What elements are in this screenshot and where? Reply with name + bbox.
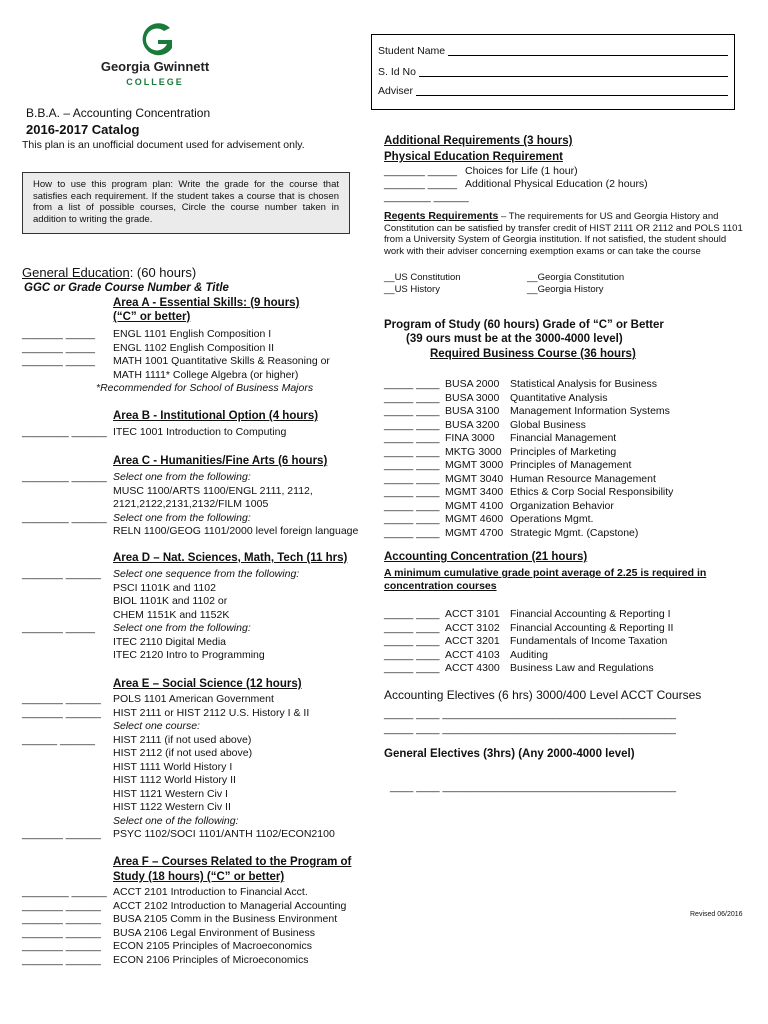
grade-blank[interactable]: _____ ____ xyxy=(384,648,440,661)
course-line: ITEC 2120 Intro to Programming xyxy=(113,649,265,661)
course-code: ACCT 4103 xyxy=(445,648,500,661)
acct-elective-line-1[interactable]: _____ ____ ________________________________________ xyxy=(384,708,676,720)
course-code: MGMT 3400 xyxy=(445,486,504,498)
course-line: ECON 2105 Principles of Macroeconomics xyxy=(113,940,312,952)
course-line: 2121,2122,2131,2132/FILM 1005 xyxy=(113,498,269,510)
course-title: Auditing xyxy=(510,648,548,661)
req-business-title: Required Business Course (36 hours) xyxy=(430,348,636,360)
grade-blank[interactable]: ________ ______ xyxy=(384,191,469,203)
area-a-title: Area A - Essential Skills: (9 hours) xyxy=(113,297,300,309)
grade-blank[interactable]: ________ ______ xyxy=(22,886,107,898)
ga-history: __Georgia History xyxy=(527,284,604,295)
course-line: ACCT 2102 Introduction to Managerial Accounting xyxy=(113,899,347,912)
grade-blank[interactable]: _____ ____ xyxy=(384,499,440,512)
grade-blank[interactable]: ________ ______ xyxy=(22,511,107,524)
course-line: BIOL 1101K and 1102 or xyxy=(113,595,228,607)
course-code: BUSA 3000 xyxy=(445,391,500,404)
course-title: Principles of Management xyxy=(510,459,632,471)
gen-electives-title: General Electives (3hrs) (Any 2000-4000 level) xyxy=(384,748,635,760)
course-line: HIST 1121 Western Civ I xyxy=(113,787,228,800)
course-line: BUSA 2105 Comm in the Business Environment xyxy=(113,913,338,925)
course-line: HIST 1111 World History I xyxy=(113,760,233,773)
gen-ed-heading: General Education: (60 hours) xyxy=(22,265,197,280)
grade-blank[interactable]: _____ ____ xyxy=(384,621,440,634)
grade-blank[interactable]: _______ ______ xyxy=(22,568,101,580)
course-code: MGMT 4100 xyxy=(445,499,504,512)
acct-elective-line-2[interactable]: _____ ____ ________________________________________ xyxy=(384,723,676,735)
course-line: PSCI 1101K and 1102 xyxy=(113,581,216,594)
grade-blank[interactable]: _______ _____ xyxy=(384,165,457,177)
student-id-field[interactable]: S. Id No xyxy=(378,66,728,78)
course-code: BUSA 2000 xyxy=(445,378,500,390)
course-title: Management Information Systems xyxy=(510,405,670,417)
grade-blank[interactable]: _______ ______ xyxy=(22,828,101,840)
us-constitution: __US Constitution xyxy=(384,272,461,283)
course-title: Business Law and Regulations xyxy=(510,662,654,674)
course-line: Select one from the following: xyxy=(113,471,251,483)
gen-elective-line[interactable]: ____ ____ ________________________________________ xyxy=(390,781,677,793)
course-title: Ethics & Corp Social Responsibility xyxy=(510,486,674,498)
area-e-title: Area E – Social Science (12 hours) xyxy=(113,678,302,690)
course-line: HIST 1122 Western Civ II xyxy=(113,801,231,813)
study-title: Program of Study (60 hours) Grade of “C” or Better xyxy=(384,319,664,331)
course-line: MUSC 1100/ARTS 1100/ENGL 2111, 2112, xyxy=(113,484,313,497)
course-line: Select one course: xyxy=(113,720,200,732)
ggc-g-icon xyxy=(130,22,180,58)
grade-blank[interactable]: _______ ______ xyxy=(22,706,101,719)
course-line: POLS 1101 American Government xyxy=(113,693,274,705)
grade-blank[interactable]: _______ _____ xyxy=(22,355,95,367)
grade-blank[interactable]: _____ ____ xyxy=(384,418,440,431)
catalog-year: 2016-2017 Catalog xyxy=(26,122,140,137)
grade-blank[interactable]: _______ _____ xyxy=(22,622,95,634)
area-a-note: *Recommended for School of Business Majors xyxy=(96,382,314,394)
acct-title: Accounting Concentration (21 hours) xyxy=(384,551,588,563)
course-title: Quantitative Analysis xyxy=(510,391,608,404)
grade-blank[interactable]: _______ ______ xyxy=(22,899,101,912)
course-line: ITEC 1001 Introduction to Computing xyxy=(113,426,287,438)
course-title: Financial Accounting & Reporting II xyxy=(510,621,674,634)
course-line: Select one sequence from the following: xyxy=(113,568,300,580)
us-history: __US History xyxy=(384,284,440,295)
course-code: MGMT 3040 xyxy=(445,472,504,485)
course-line: HIST 2111 (if not used above) xyxy=(113,733,252,746)
area-d-title: Area D – Nat. Sciences, Math, Tech (11 hrs) xyxy=(113,552,348,564)
course-code: ACCT 4300 xyxy=(445,662,500,674)
course-line: HIST 1112 World History II xyxy=(113,774,236,786)
course-title: Strategic Mgmt. (Capstone) xyxy=(510,526,639,539)
course-line: Select one from the following: xyxy=(113,511,251,524)
grade-blank[interactable]: ______ ______ xyxy=(22,733,95,746)
course-code: BUSA 3200 xyxy=(445,418,500,431)
grade-blank[interactable]: _____ ____ xyxy=(384,608,440,620)
course-title: Financial Management xyxy=(510,432,617,444)
grade-blank[interactable]: _____ ____ xyxy=(384,378,440,390)
student-name-field[interactable]: Student Name xyxy=(378,45,728,57)
course-line: ENGL 1102 English Composition II xyxy=(113,341,275,354)
grade-blank[interactable]: _____ ____ xyxy=(384,445,440,458)
course-title: Principles of Marketing xyxy=(510,445,617,458)
course-line: ECON 2106 Principles of Microeconomics xyxy=(113,953,309,966)
course-line: Additional Physical Education (2 hours) xyxy=(465,178,648,190)
course-code: MGMT 4700 xyxy=(445,526,504,539)
revised-date: Revised 06/2016 xyxy=(690,911,743,918)
grade-blank[interactable]: _______ ______ xyxy=(22,940,101,952)
grade-blank[interactable]: _____ ____ xyxy=(384,526,440,539)
adviser-field[interactable]: Adviser xyxy=(378,85,728,97)
acct-electives-title: Accounting Electives (6 hrs) 3000/400 Level ACCT Courses xyxy=(384,688,702,702)
grade-blank[interactable]: _____ ____ xyxy=(384,405,440,417)
course-title: Global Business xyxy=(510,418,586,431)
logo-subtitle: COLLEGE xyxy=(126,77,184,87)
area-a-sub: (“C” or better) xyxy=(113,311,191,323)
course-line: ITEC 2110 Digital Media xyxy=(113,635,227,648)
course-title: Fundamentals of Income Taxation xyxy=(510,635,668,647)
area-c-title: Area C - Humanities/Fine Arts (6 hours) xyxy=(113,455,328,467)
pe-title: Physical Education Requirement xyxy=(384,151,563,163)
course-line: Select one from the following: xyxy=(113,622,251,634)
program-title: B.B.A. – Accounting Concentration xyxy=(26,106,211,120)
course-code: MGMT 4600 xyxy=(445,513,504,525)
additional-title: Additional Requirements (3 hours) xyxy=(384,135,573,147)
course-title: Human Resource Management xyxy=(510,472,656,485)
grade-blank[interactable]: _____ ____ xyxy=(384,391,440,404)
college-logo xyxy=(90,22,220,94)
course-code: MGMT 3000 xyxy=(445,459,504,471)
grade-blank[interactable]: _____ ____ xyxy=(384,635,440,647)
disclaimer: This plan is an unofficial document used for advisement only. xyxy=(22,139,305,151)
course-code: BUSA 3100 xyxy=(445,405,500,417)
acct-note1: A minimum cumulative grade point average of 2.25 is required in xyxy=(384,567,707,579)
course-line: MATH 1001 Quantitative Skills & Reasoning or xyxy=(113,355,330,367)
course-line: PSYC 1102/SOCI 1101/ANTH 1102/ECON2100 xyxy=(113,828,335,840)
howto-box: How to use this program plan: Write the grade for the course that satisfies each requirement. If the student takes a course that is chosen from a list of possible courses, Circle the course number taken in addition to writing the grade. xyxy=(22,172,350,234)
grade-blank[interactable]: ________ ______ xyxy=(22,471,107,483)
course-code: MKTG 3000 xyxy=(445,445,502,458)
course-code: ACCT 3201 xyxy=(445,635,500,647)
gen-ed-col-headers: GGC or Grade Course Number & Title xyxy=(24,282,229,294)
grade-blank[interactable]: _____ ____ xyxy=(384,432,440,444)
ga-constitution: __Georgia Constitution xyxy=(527,272,625,283)
grade-blank[interactable]: ________ ______ xyxy=(22,426,107,438)
grade-blank[interactable]: _____ ____ xyxy=(384,472,440,485)
course-title: Financial Accounting & Reporting I xyxy=(510,608,671,620)
course-line: BUSA 2106 Legal Environment of Business xyxy=(113,926,315,939)
course-line: ACCT 2101 Introduction to Financial Acct. xyxy=(113,886,308,898)
grade-blank[interactable]: _______ ______ xyxy=(22,913,101,925)
grade-blank[interactable]: _____ ____ xyxy=(384,513,440,525)
grade-blank[interactable]: _______ _____ xyxy=(384,178,457,190)
course-line: Choices for Life (1 hour) xyxy=(465,165,578,177)
grade-blank[interactable]: _____ ____ xyxy=(384,459,440,471)
course-line: HIST 2111 or HIST 2112 U.S. History I & II xyxy=(113,706,310,719)
area-f-title2: Study (18 hours) (“C” or better) xyxy=(113,871,285,883)
course-line: MATH 1111* College Algebra (or higher) xyxy=(113,368,299,381)
course-code: FINA 3000 xyxy=(445,432,495,444)
area-b-title: Area B - Institutional Option (4 hours) xyxy=(113,410,319,422)
grade-blank[interactable]: _______ ______ xyxy=(22,693,101,705)
logo-name: Georgia Gwinnett xyxy=(100,59,210,74)
grade-blank[interactable]: _______ _____ xyxy=(22,328,95,340)
grade-blank[interactable]: _______ ______ xyxy=(22,926,101,939)
grade-blank[interactable]: _____ ____ xyxy=(384,662,440,674)
course-line: HIST 2112 (if not used above) xyxy=(113,747,253,759)
student-info-box xyxy=(371,34,735,110)
course-code: ACCT 3102 xyxy=(445,621,500,634)
course-title: Operations Mgmt. xyxy=(510,513,594,525)
regents-requirements: Regents Requirements – The requirements for US and Georgia History and Constitution can be satisfied by transfer credit of HIST 2111 OR 2112 and POLS 1101 from a University System of Georgia institution. If not satisfied, the student should work with their adviser concerning exemption exams or can take the course xyxy=(384,210,743,257)
area-f-title: Area F – Courses Related to the Program of xyxy=(113,856,352,868)
acct-note2: concentration courses xyxy=(384,580,497,592)
course-line: RELN 1100/GEOG 1101/2000 level foreign language xyxy=(113,525,359,537)
grade-blank[interactable]: _____ ____ xyxy=(384,486,440,498)
study-sub: (39 ours must be at the 3000-4000 level) xyxy=(406,333,623,345)
course-line: ENGL 1101 English Composition I xyxy=(113,328,272,340)
course-line: Select one of the following: xyxy=(113,814,239,827)
course-title: Statistical Analysis for Business xyxy=(510,378,658,390)
course-line: CHEM 1151K and 1152K xyxy=(113,608,230,621)
grade-blank[interactable]: _______ ______ xyxy=(22,953,101,966)
grade-blank[interactable]: _______ _____ xyxy=(22,341,95,354)
course-code: ACCT 3101 xyxy=(445,608,500,620)
course-title: Organization Behavior xyxy=(510,499,614,512)
